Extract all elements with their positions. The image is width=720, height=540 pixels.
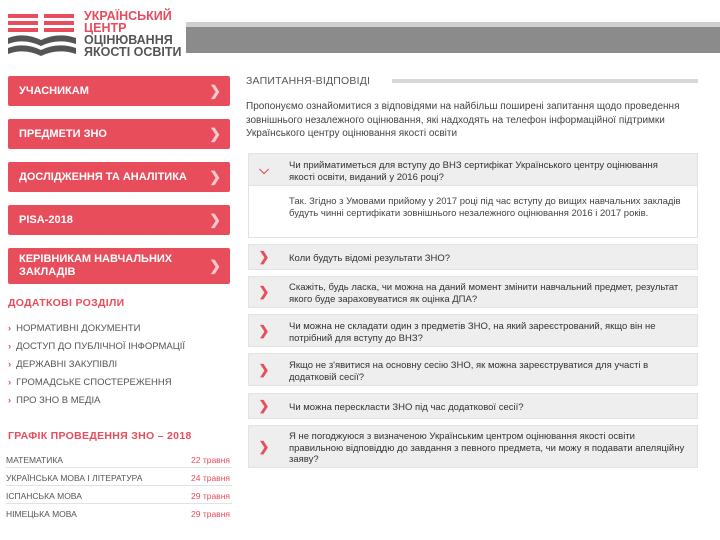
menu-participants[interactable]: [8, 76, 230, 106]
chevron-right-icon: ❯: [209, 211, 221, 228]
faq-question[interactable]: [248, 393, 698, 419]
intro-text: Пропонуємо ознайомитися з відповідями на найбільш поширені запитання щодо проведення зовнішнього незалежного оцінювання, які надходять на телефон інформаційної підтримки Українського центру оцінювання якості освіти: [246, 101, 680, 139]
sections-title: ДОДАТКОВІ РОЗДІЛИ: [8, 297, 125, 309]
faq-question-text: Я не погоджуюся з визначеною Українським центром оцінювання якості освіти правильною відповіддю до завдання з певного предмета, чи можу я подавати апеляційну заяву?: [289, 431, 685, 465]
divider: [6, 467, 232, 468]
chevron-right-icon: ❯: [258, 249, 270, 264]
title-underline: [392, 79, 698, 83]
faq-question-text: Скажіть, будь ласка, чи можна на даний момент змінити навчальний предмет, результат якого буде зараховуватися як оцінка ДПА?: [289, 282, 679, 305]
menu-label: PISA-2018: [19, 214, 73, 226]
schedule-date: 22 травня: [191, 455, 230, 465]
faq-question-text: Чи можна не складати один з предметів ЗНО, на який зареєстрований, якщо він не потрібний для вступу до ВНЗ?: [289, 321, 656, 344]
chevron-right-icon: ❯: [209, 168, 221, 185]
chevron-right-icon: ›: [8, 377, 12, 388]
menu-label: КЕРІВНИКАМ НАВЧАЛЬНИХ ЗАКЛАДІВ: [19, 253, 173, 278]
divider: [6, 503, 232, 504]
book-logo-icon: [6, 8, 78, 60]
menu-school-heads[interactable]: [8, 248, 230, 284]
chevron-right-icon: ❯: [209, 125, 221, 142]
schedule-date: 29 травня: [191, 491, 230, 501]
faq-question-text: Чи можна перескласти ЗНО під час додаткової сесії?: [289, 402, 524, 413]
faq-question[interactable]: [248, 276, 698, 308]
chevron-right-icon: ❯: [258, 438, 270, 454]
chevron-right-icon: ›: [8, 341, 12, 352]
faq-question[interactable]: [248, 353, 698, 386]
site-logo[interactable]: [6, 8, 191, 60]
menu-label: УЧАСНИКАМ: [19, 85, 89, 97]
chevron-right-icon: ›: [8, 323, 12, 334]
chevron-down-icon: ⌵: [259, 161, 269, 177]
header-bar: [186, 27, 720, 53]
faq-question[interactable]: [248, 244, 698, 270]
schedule-title: ГРАФІК ПРОВЕДЕННЯ ЗНО – 2018: [8, 430, 192, 442]
chevron-right-icon: ❯: [258, 361, 270, 377]
menu-pisa[interactable]: [8, 205, 230, 235]
faq-question-text: Коли будуть відомі результати ЗНО?: [289, 253, 451, 264]
chevron-right-icon: ❯: [209, 82, 221, 99]
schedule-row[interactable]: МАТЕМАТИКА 22 травня: [6, 455, 230, 465]
chevron-right-icon: ❯: [209, 257, 221, 274]
faq-question[interactable]: [248, 425, 698, 468]
faq-question-text: Чи прийматиметься для вступу до ВНЗ сертифікат Українського центру оцінювання якості освіти, виданий у 2016 році?: [289, 160, 658, 183]
faq-answer-text: Так. Згідно з Умовами прийому у 2017 році під час вступу до вищих навчальних закладів будуть чинні сертифікати зовнішнього незалежного оцінювання 2016 і 2017 років.: [289, 196, 681, 219]
schedule-row[interactable]: ІСПАНСЬКА МОВА 29 травня: [6, 491, 230, 501]
faq-answer: [248, 186, 698, 238]
schedule-row[interactable]: НІМЕЦЬКА МОВА 29 травня: [6, 509, 230, 519]
page-header: [0, 0, 720, 62]
schedule-row[interactable]: УКРАЇНСЬКА МОВА І ЛІТЕРАТУРА 24 травня: [6, 473, 230, 483]
chevron-right-icon: ❯: [258, 398, 270, 413]
menu-label: ДОСЛІДЖЕННЯ ТА АНАЛІТИКА: [19, 171, 187, 183]
faq-question-expanded[interactable]: [248, 153, 698, 186]
menu-subjects[interactable]: [8, 119, 230, 149]
schedule-date: 29 травня: [191, 509, 230, 519]
schedule-date: 24 травня: [191, 473, 230, 483]
chevron-right-icon: ›: [8, 359, 12, 370]
logo-line-2: ЦЕНТР: [84, 21, 127, 35]
section-link[interactable]: › ГРОМАДСЬКЕ СПОСТЕРЕЖЕННЯ: [8, 377, 172, 388]
logo-line-3: ОЦІНЮВАННЯ: [84, 33, 173, 47]
menu-research[interactable]: [8, 162, 230, 192]
faq-question[interactable]: [248, 314, 698, 347]
section-link[interactable]: › ДЕРЖАВНІ ЗАКУПІВЛІ: [8, 359, 118, 370]
chevron-right-icon: ›: [8, 395, 12, 406]
chevron-right-icon: ❯: [258, 284, 270, 299]
menu-label: ПРЕДМЕТИ ЗНО: [19, 128, 107, 140]
faq-question-text: Якщо не з'явитися на основну сесію ЗНО, як можна зареєструватися для участі в додатковій сесії?: [289, 360, 649, 383]
logo-line-4: ЯКОСТІ ОСВІТИ: [84, 45, 182, 59]
chevron-right-icon: ❯: [258, 322, 270, 338]
section-link[interactable]: › НОРМАТИВНІ ДОКУМЕНТИ: [8, 323, 141, 334]
page-title: ЗАПИТАННЯ-ВІДПОВІДІ: [246, 75, 371, 87]
divider: [6, 485, 232, 486]
section-link[interactable]: › ПРО ЗНО В МЕДІА: [8, 395, 101, 406]
section-link[interactable]: › ДОСТУП ДО ПУБЛІЧНОЇ ІНФОРМАЦІЇ: [8, 341, 186, 352]
logo-line-1: УКРАЇНСЬКИЙ: [84, 9, 172, 23]
